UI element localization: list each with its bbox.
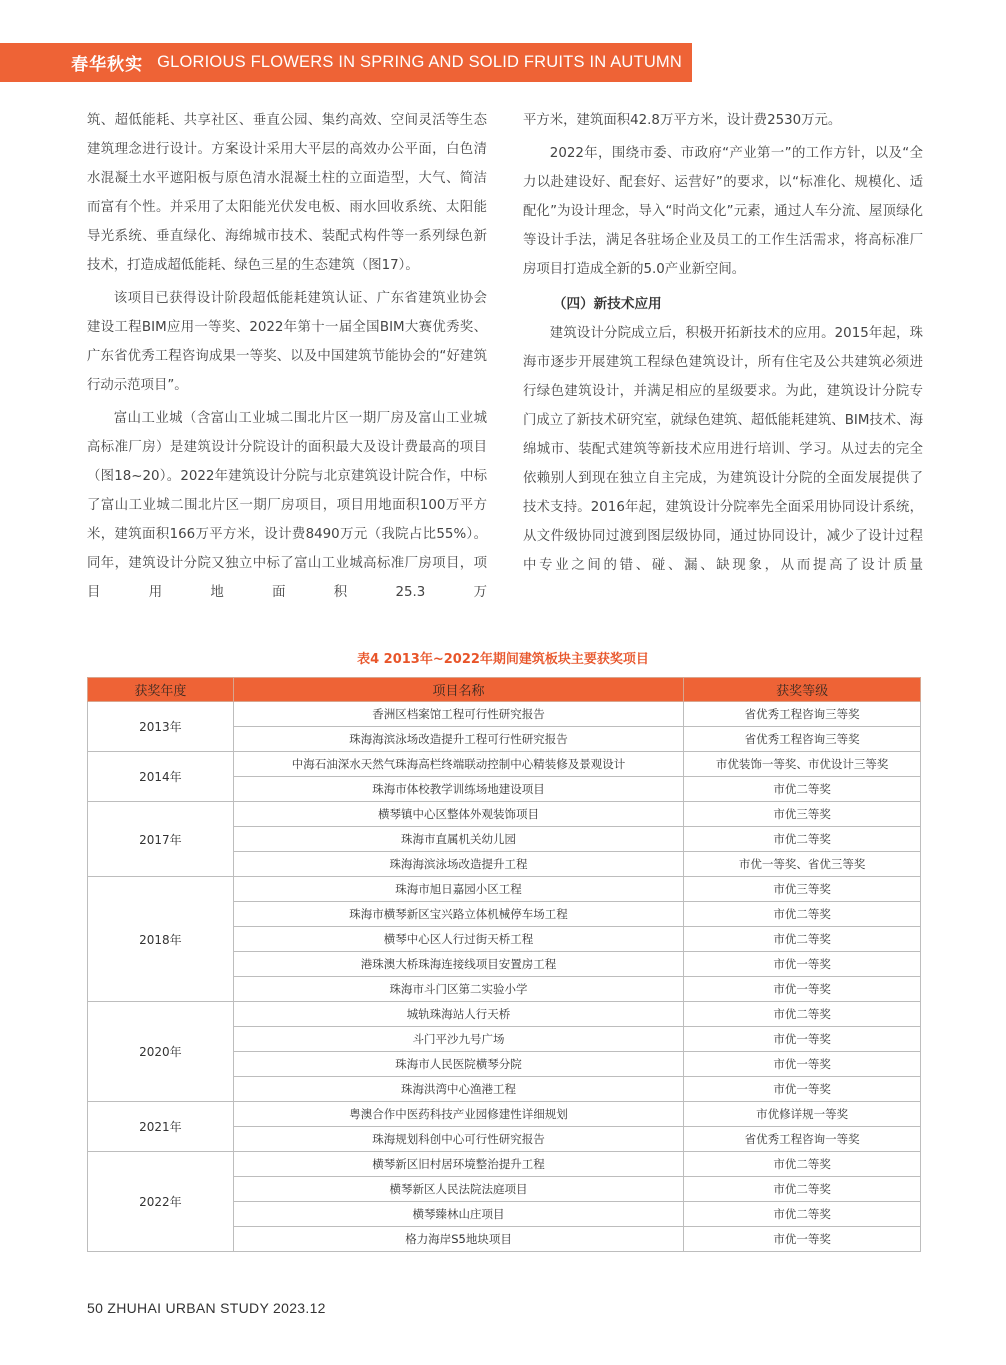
award-level-cell: 省优秀工程咨询三等奖 — [684, 727, 921, 752]
project-name-cell: 珠海市横琴新区宝兴路立体机械停车场工程 — [233, 902, 683, 927]
table-row — [88, 1102, 921, 1127]
project-name-cell: 珠海市体校教学训练场地建设项目 — [233, 777, 683, 802]
award-year-cell: 2021年 — [88, 1102, 234, 1152]
project-name-cell: 横琴新区人民法院法庭项目 — [233, 1177, 683, 1202]
table-body — [88, 702, 921, 1252]
table-row — [88, 802, 921, 827]
award-level-cell: 市优三等奖 — [684, 802, 921, 827]
award-level-cell: 市优装饰一等奖、市优设计三等奖 — [684, 752, 921, 777]
project-name-cell: 珠海海滨泳场改造提升工程可行性研究报告 — [233, 727, 683, 752]
table-row — [88, 1152, 921, 1177]
awards-table — [87, 677, 921, 1252]
header-project: 项目名称 — [233, 678, 683, 702]
project-name-cell: 珠海规划科创中心可行性研究报告 — [233, 1127, 683, 1152]
paragraph: 筑、超低能耗、共享社区、垂直公园、集约高效、空间灵活等生态建筑理念进行设计。方案设计采用大平层的高效办公平面，白色清水混凝土水平遮阳板与原色清水混凝土柱的立面造型，大气、简洁而富有个性。并采用了太阳能光伏发电板、雨水回收系统、太阳能导光系统、垂直绿化、海绵城市技术、装配式构件等一系列绿色新技术，打造成超低能耗、绿色三星的生态建筑（图17）。 — [87, 113, 487, 273]
header-award: 获奖等级 — [684, 678, 921, 702]
award-level-cell: 市优二等奖 — [684, 902, 921, 927]
award-level-cell: 省优秀工程咨询三等奖 — [684, 702, 921, 727]
project-name-cell: 珠海海滨泳场改造提升工程 — [233, 852, 683, 877]
table-row — [88, 1002, 921, 1027]
project-name-cell: 珠海市旭日嘉园小区工程 — [233, 877, 683, 902]
project-name-cell: 粤澳合作中医药科技产业园修建性详细规划 — [233, 1102, 683, 1127]
project-name-cell: 港珠澳大桥珠海连接线项目安置房工程 — [233, 952, 683, 977]
award-level-cell: 市优二等奖 — [684, 1152, 921, 1177]
award-year-cell: 2017年 — [88, 802, 234, 877]
award-level-cell: 市优一等奖 — [684, 1027, 921, 1052]
award-level-cell: 市优二等奖 — [684, 827, 921, 852]
project-name-cell: 格力海岸S5地块项目 — [233, 1227, 683, 1252]
award-year-cell: 2018年 — [88, 877, 234, 1002]
table-row — [88, 702, 921, 727]
banner-title-cn: 春华秋实 — [71, 55, 144, 75]
project-name-cell: 横琴镇中心区整体外观装饰项目 — [233, 802, 683, 827]
award-level-cell: 市优一等奖 — [684, 1052, 921, 1077]
project-name-cell: 珠海市直属机关幼儿园 — [233, 827, 683, 852]
award-level-cell: 市优二等奖 — [684, 1202, 921, 1227]
award-level-cell: 市优一等奖、省优三等奖 — [684, 852, 921, 877]
award-level-cell: 市优二等奖 — [684, 1002, 921, 1027]
table-row — [88, 877, 921, 902]
banner-title-en: GLORIOUS FLOWERS IN SPRING AND SOLID FRUITS IN AUTUMN — [157, 53, 682, 71]
left-column — [87, 106, 487, 607]
project-name-cell: 城轨珠海站人行天桥 — [233, 1002, 683, 1027]
award-level-cell: 市优一等奖 — [684, 952, 921, 977]
award-level-cell: 市优二等奖 — [684, 927, 921, 952]
award-level-cell: 市优一等奖 — [684, 1077, 921, 1102]
award-year-cell: 2020年 — [88, 1002, 234, 1102]
award-level-cell: 市优二等奖 — [684, 777, 921, 802]
project-name-cell: 珠海洪湾中心渔港工程 — [233, 1077, 683, 1102]
section-banner — [0, 43, 692, 82]
project-name-cell: 斗门平沙九号广场 — [233, 1027, 683, 1052]
paragraph: 平方米，建筑面积42.8万平方米，设计费2530万元。 — [523, 113, 842, 128]
award-year-cell: 2022年 — [88, 1152, 234, 1252]
section-heading: （四）新技术应用 — [552, 296, 662, 312]
table-row — [88, 752, 921, 777]
project-name-cell: 珠海市斗门区第二实验小学 — [233, 977, 683, 1002]
paragraph: 建筑设计分院成立后，积极开拓新技术的应用。2015年起，珠海市逐步开展建筑工程绿色建筑设计，所有住宅及公共建筑必须进行绿色建筑设计，并满足相应的星级要求。为此，建筑设计分院专门成立了新技术研究室，就绿色建筑、超低能耗建筑、BIM技术、海绵城市、装配式建筑等新技术应用进行培训、学习。从过去的完全依赖别人到现在独立自主完成，为建筑设计分院的全面发展提供了技术支持。2016年起，建筑设计分院率先全面采用协同设计系统，从文件级协同过渡到图层级协同，通过协同设计，减少了设计过程中专业之间的错、碰、漏、缺现象，从而提高了设计质量 — [523, 326, 923, 573]
award-level-cell: 省优秀工程咨询一等奖 — [684, 1127, 921, 1152]
award-level-cell: 市优三等奖 — [684, 877, 921, 902]
paragraph: 富山工业城（含富山工业城二围北片区一期厂房及富山工业城高标准厂房）是建筑设计分院设计的面积最大及设计费最高的项目（图18~20）。2022年建筑设计分院与北京建筑设计院合作，中标了富山工业城二围北片区一期厂房项目，项目用地面积100万平方米，建筑面积166万平方米，设计费8490万元（我院占比55%）。同年，建筑设计分院又独立中标了富山工业城高标准厂房项目，项目用地面积25.3万 — [87, 411, 487, 600]
award-level-cell: 市优一等奖 — [684, 977, 921, 1002]
project-name-cell: 珠海市人民医院横琴分院 — [233, 1052, 683, 1077]
header-year: 获奖年度 — [88, 678, 234, 702]
project-name-cell: 横琴新区旧村居环境整治提升工程 — [233, 1152, 683, 1177]
project-name-cell: 横琴中心区人行过街天桥工程 — [233, 927, 683, 952]
page-footer: 50 ZHUHAI URBAN STUDY 2023.12 — [87, 1300, 326, 1316]
paragraph: 该项目已获得设计阶段超低能耗建筑认证、广东省建筑业协会建设工程BIM应用一等奖、2022年第十一届全国BIM大赛优秀奖、广东省优秀工程咨询成果一等奖、以及中国建筑节能协会的“好建筑行动示范项目”。 — [87, 291, 487, 393]
award-year-cell: 2013年 — [88, 702, 234, 752]
award-level-cell: 市优修详规一等奖 — [684, 1102, 921, 1127]
project-name-cell: 中海石油深水天然气珠海高栏终端联动控制中心精装修及景观设计 — [233, 752, 683, 777]
paragraph: 2022年，围绕市委、市政府“产业第一”的工作方针，以及“全力以赴建设好、配套好、运营好”的要求，以“标准化、规模化、适配化”为设计理念，导入“时尚文化”元素，通过人车分流、屋顶绿化等设计手法，满足各驻场企业及员工的工作生活需求，将高标准厂房项目打造成全新的5.0产业新空间。 — [523, 146, 923, 277]
table-title: 表4 2013年~2022年期间建筑板块主要获奖项目 — [357, 652, 649, 667]
right-column — [523, 106, 923, 580]
project-name-cell: 香洲区档案馆工程可行性研究报告 — [233, 702, 683, 727]
award-level-cell: 市优二等奖 — [684, 1177, 921, 1202]
project-name-cell: 横琴臻林山庄项目 — [233, 1202, 683, 1227]
award-year-cell: 2014年 — [88, 752, 234, 802]
award-level-cell: 市优一等奖 — [684, 1227, 921, 1252]
table-header-row — [88, 678, 921, 702]
